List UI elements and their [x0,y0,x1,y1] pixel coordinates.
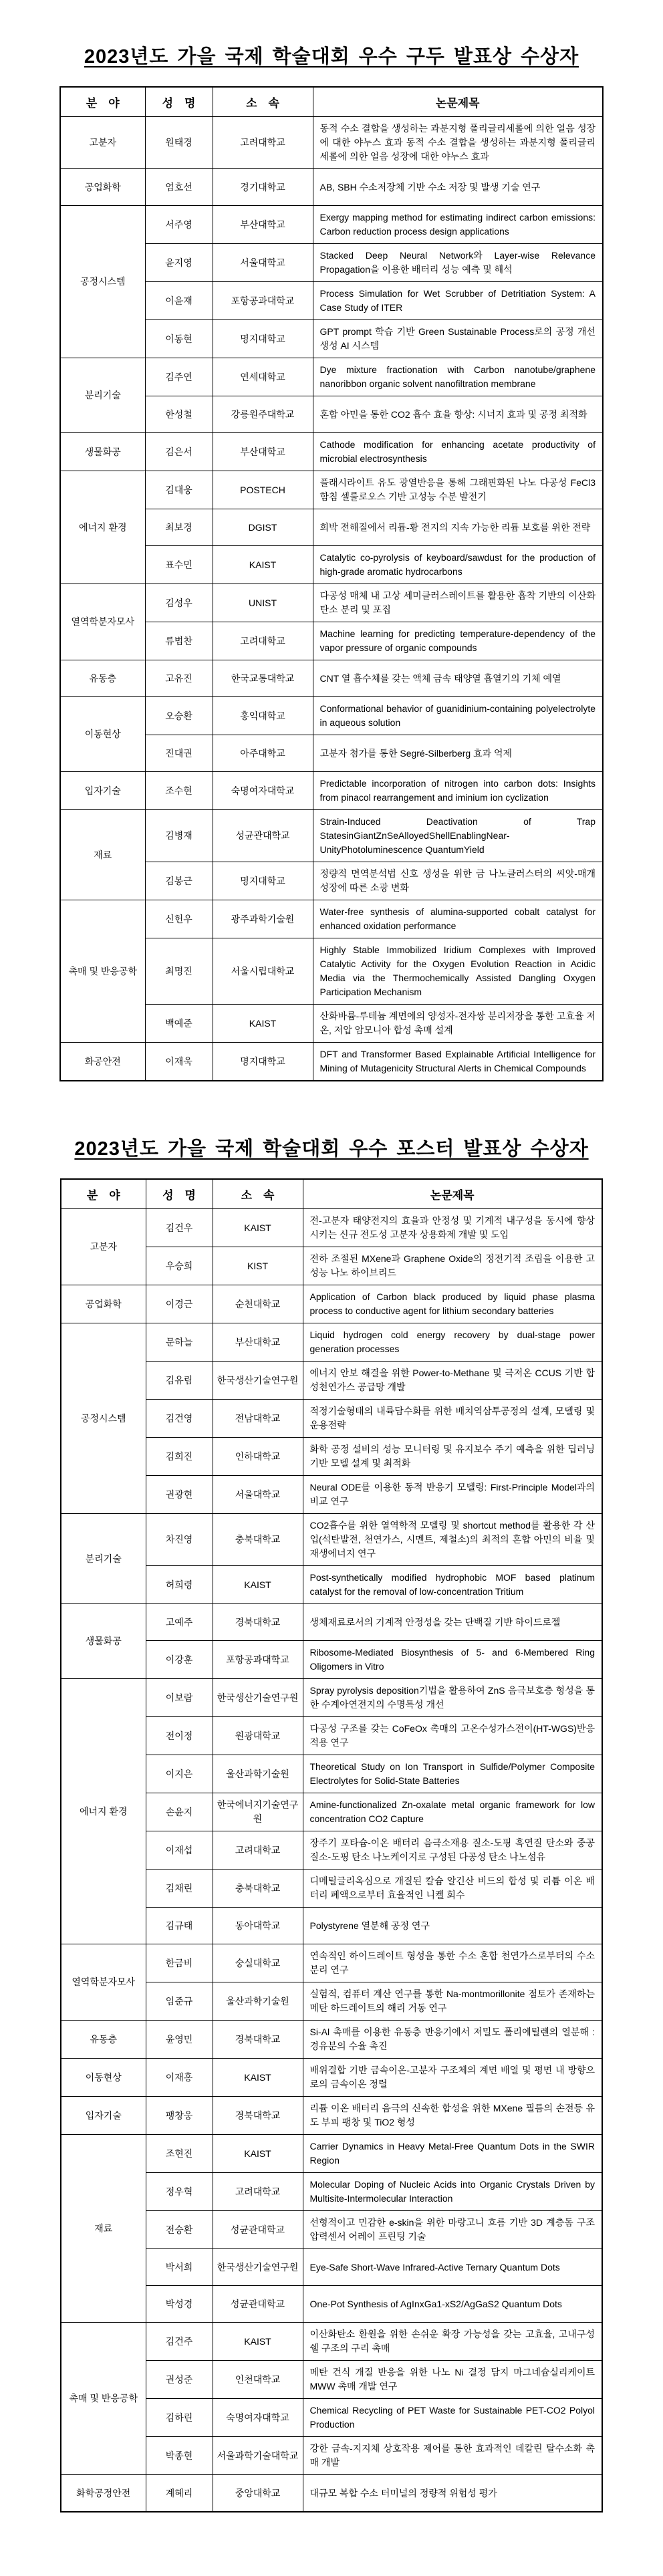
paper-title-cell: CO2흡수를 위한 열역학적 모델링 및 shortcut method를 활용한 각 산업(석탄발전, 천연가스, 시멘트, 제철소)의 최적의 혼합 아민의 비율 및 재생에너지 연구 [303,1514,602,1566]
name-cell: 김건영 [146,1400,213,1438]
name-cell: 권광현 [146,1476,213,1514]
name-cell: 팽창웅 [146,2097,213,2135]
name-cell: 김은서 [145,433,213,471]
table-row [60,169,603,206]
name-cell: 김채린 [146,1870,213,1908]
paper-title-cell: Highly Stable Immobilized Iridium Complexes with Improved Catalytic Activity for the Oxygen Evolution Reaction in Acidic Media via the Thermochemically Assisted Dangling Oxygen Participation Mechanism [313,938,603,1005]
affiliation-cell: POSTECH [213,471,313,509]
paper-title-cell: Catalytic co-pyrolysis of keyboard/sawdust for the production of high-grade aromatic hydrocarbons [313,546,603,584]
name-cell: 이지은 [146,1755,213,1793]
name-cell: 김건우 [146,1209,213,1247]
affiliation-cell: KAIST [213,2323,303,2361]
field-cell: 재료 [60,810,145,900]
field-cell: 공업화학 [61,1285,146,1323]
paper-title-cell: 고분자 첨가를 통한 Segré-Silberberg 효과 억제 [313,735,603,772]
poster-awards-section [0,1134,663,2513]
paper-title-cell: 선형적이고 민감한 e-skin을 위한 마랑고니 흐름 기반 3D 계층돔 구조 압력센서 어레이 프린팅 기술 [303,2211,602,2249]
paper-title-cell: 대규모 복합 수소 터미널의 정량적 위험성 평가 [303,2475,602,2513]
paper-title-cell: Carrier Dynamics in Heavy Metal-Free Quantum Dots in the SWIR Region [303,2135,602,2173]
paper-title-cell: DFT and Transformer Based Explainable Artificial Intelligence for Mining of Mutagenicity Structural Alerts in Chemical Compounds [313,1043,603,1081]
column-header-name: 성 명 [145,87,213,117]
paper-title-cell: 메탄 건식 개질 반응을 위한 나노 Ni 결정 담지 마그네슘실리케이트 MWW 촉매 개발 연구 [303,2361,602,2399]
name-cell: 원태경 [145,117,213,169]
affiliation-cell: 포항공과대학교 [213,1641,303,1679]
name-cell: 조현진 [146,2135,213,2173]
field-cell: 열역학분자모사 [61,1944,146,2021]
name-cell: 김하린 [146,2399,213,2437]
paper-title-cell: Molecular Doping of Nucleic Acids into Organic Crystals Driven by Multisite-Intermolecular Interaction [303,2173,602,2211]
paper-title-cell: Application of Carbon black produced by liquid phase plasma process to conductive agent for lithium secondary batteries [303,1285,602,1323]
affiliation-cell: 인하대학교 [213,1438,303,1476]
name-cell: 김건주 [146,2323,213,2361]
paper-title-cell: GPT prompt 학습 기반 Green Sustainable Process로의 공정 개선 생성 AI 시스템 [313,320,603,358]
name-cell: 정우혁 [146,2173,213,2211]
field-cell: 화학공정안전 [61,2475,146,2513]
name-cell: 차진영 [146,1514,213,1566]
name-cell: 계혜리 [146,2475,213,2513]
paper-title-cell: 플래시라이트 유도 광열반응을 통해 그래핀화된 나노 다공성 FeCl3 함침 셀룰로오스 기반 고성능 수분 발전기 [313,471,603,509]
name-cell: 최명진 [145,938,213,1005]
table-row [60,358,603,396]
table-row [61,2475,602,2513]
name-cell: 손윤지 [146,1793,213,1831]
name-cell: 오승환 [145,697,213,735]
name-cell: 박종현 [146,2437,213,2475]
affiliation-cell: 성균관대학교 [213,2211,303,2249]
name-cell: 문하늘 [146,1323,213,1362]
affiliation-cell: 광주과학기술원 [213,900,313,938]
paper-title-cell: 다공성 매체 내 고상 세미클러스레이트를 활용한 흡착 기반의 이산화탄소 분리 및 포집 [313,584,603,622]
affiliation-cell: 중앙대학교 [213,2475,303,2513]
affiliation-cell: KAIST [213,546,313,584]
table-row [60,1043,603,1081]
field-cell: 분리기술 [60,358,145,433]
name-cell: 한성철 [145,396,213,433]
affiliation-cell: KAIST [213,1005,313,1043]
affiliation-cell: 숙명여자대학교 [213,2399,303,2437]
name-cell: 한금비 [146,1944,213,1982]
name-cell: 김희진 [146,1438,213,1476]
paper-title-cell: One-Pot Synthesis of AgInxGa1-xS2/AgGaS2 Quantum Dots [303,2286,602,2323]
field-cell: 촉매 및 반응공학 [61,2323,146,2475]
paper-title-cell: Stacked Deep Neural Network와 Layer-wise Relevance Propagation을 이용한 배터리 성능 예측 및 해석 [313,244,603,282]
field-cell: 에너지 환경 [61,1679,146,1944]
affiliation-cell: 한국교통대학교 [213,660,313,697]
table-row [60,584,603,622]
paper-title-cell: Machine learning for predicting temperature-dependency of the vapor pressure of organic compounds [313,622,603,660]
name-cell: 전이정 [146,1717,213,1755]
affiliation-cell: KAIST [213,2059,303,2097]
paper-title-cell: Liquid hydrogen cold energy recovery by dual-stage power generation processes [303,1323,602,1362]
column-header-field: 분 야 [61,1179,146,1209]
affiliation-cell: 경북대학교 [213,2097,303,2135]
field-cell: 공업화학 [60,169,145,206]
field-cell: 고분자 [60,117,145,169]
table-row [61,1514,602,1566]
affiliation-cell: KAIST [213,2135,303,2173]
name-cell: 이강훈 [146,1641,213,1679]
affiliation-cell: 경북대학교 [213,2021,303,2059]
table-row [61,1285,602,1323]
paper-title-cell: 동적 수소 결합을 생성하는 과분지형 폴리글리세롤에 의한 얼음 성장에 대한 야누스 효과 동적 수소 결합을 생성하는 과분지형 폴리글리세롤에 의한 얼음 성장에 대한 야누스 효과 [313,117,603,169]
affiliation-cell: 한국생산기술연구원 [213,1362,303,1400]
name-cell: 신헌우 [145,900,213,938]
paper-title-cell: Neural ODE를 이용한 동적 반응기 모델링: First-Principle Model과의 비교 연구 [303,1476,602,1514]
name-cell: 김성우 [145,584,213,622]
affiliation-cell: 고려대학교 [213,2173,303,2211]
affiliation-cell: 고려대학교 [213,1831,303,1870]
field-cell: 공정시스템 [60,206,145,358]
affiliation-cell: 한국생산기술연구원 [213,1679,303,1717]
table-row [60,660,603,697]
paper-title-cell: Process Simulation for Wet Scrubber of Detritiation System: A Case Study of ITER [313,282,603,320]
paper-title-cell: 전-고분자 태양전지의 효율과 안정성 및 기계적 내구성을 동시에 향상시키는 신규 전도성 고분자 상용화제 개발 및 도입 [303,1209,602,1247]
affiliation-cell: KAIST [213,1566,303,1604]
name-cell: 박성경 [146,2286,213,2323]
affiliation-cell: 명지대학교 [213,1043,313,1081]
field-cell: 에너지 환경 [60,471,145,584]
table-row [60,772,603,810]
table-row [60,206,603,244]
column-header-name: 성 명 [146,1179,213,1209]
affiliation-cell: 성균관대학교 [213,2286,303,2323]
affiliation-cell: 경기대학교 [213,169,313,206]
name-cell: 진대권 [145,735,213,772]
affiliation-cell: 전남대학교 [213,1400,303,1438]
affiliation-cell: 서울대학교 [213,1476,303,1514]
paper-title-cell: 디메틸글리옥심으로 개질된 칼슘 알긴산 비드의 합성 및 리튬 이온 배터리 폐액으로부터 효율적인 니켈 회수 [303,1870,602,1908]
affiliation-cell: 경북대학교 [213,1604,303,1641]
paper-title-cell: Conformational behavior of guanidinium-containing polyelectrolyte in aqueous solution [313,697,603,735]
affiliation-cell: KIST [213,1247,303,1285]
table-row [61,2323,602,2361]
field-cell: 입자기술 [60,772,145,810]
table-row [61,2021,602,2059]
paper-title-cell: Polystyrene 열분해 공정 연구 [303,1908,602,1944]
field-cell: 생물화공 [61,1604,146,1679]
name-cell: 이재욱 [145,1043,213,1081]
poster-table-title: 2023년도 가을 국제 학술대회 우수 포스터 발표상 수상자 [74,1138,589,1160]
name-cell: 박서희 [146,2249,213,2286]
affiliation-cell: 명지대학교 [213,320,313,358]
affiliation-cell: DGIST [213,509,313,546]
paper-title-cell: Amine-functionalized Zn-oxalate metal organic framework for low concentration CO2 Capture [303,1793,602,1831]
affiliation-cell: 서울시립대학교 [213,938,313,1005]
name-cell: 이재섭 [146,1831,213,1870]
paper-title-cell: Strain-Induced Deactivation of Trap StatesinGiantZnSeAlloyedShellEnablingNear-UnityPhotoluminescence QuantumYield [313,810,603,862]
column-header-paper-title: 논문제목 [313,87,603,117]
name-cell: 김대웅 [145,471,213,509]
paper-title-cell: 생체재료로서의 기계적 안정성을 갖는 단백질 기반 하이드로젤 [303,1604,602,1641]
name-cell: 이경근 [146,1285,213,1323]
affiliation-cell: 명지대학교 [213,862,313,900]
table-row [61,1323,602,1362]
affiliation-cell: 부산대학교 [213,1323,303,1362]
field-cell: 입자기술 [61,2097,146,2135]
name-cell: 김봉근 [145,862,213,900]
affiliation-cell: KAIST [213,1209,303,1247]
paper-title-cell: 실험적, 컴퓨터 계산 연구를 통한 Na-montmorillonite 점토가 존재하는 메탄 하드레이트의 해리 거동 연구 [303,1982,602,2021]
paper-title-cell: 화학 공정 설비의 성능 모니터링 및 유지보수 주기 예측을 위한 딥러닝 기반 모델 설계 및 최적화 [303,1438,602,1476]
affiliation-cell: 서울과학기술대학교 [213,2437,303,2475]
field-cell: 화공안전 [60,1043,145,1081]
affiliation-cell: 동아대학교 [213,1908,303,1944]
paper-title-cell: CNT 열 흡수체를 갖는 액체 금속 태양열 흡열기의 기체 예열 [313,660,603,697]
table-row [61,1944,602,1982]
paper-title-cell: 적정기술형태의 내륙담수화를 위한 배치역삼투공정의 설계, 모델링 및 운용전략 [303,1400,602,1438]
paper-title-cell: Theoretical Study on Ion Transport in Sulfide/Polymer Composite Electrolytes for Solid-State Batteries [303,1755,602,1793]
paper-title-cell: 정량적 면역분석법 신호 생성을 위한 금 나노클러스터의 씨앗-매개 성장에 따른 소광 변화 [313,862,603,900]
name-cell: 류범찬 [145,622,213,660]
affiliation-cell: 성균관대학교 [213,810,313,862]
header-row [60,87,603,117]
name-cell: 김주연 [145,358,213,396]
table-row [60,810,603,862]
paper-title-cell: 리튬 이온 배터리 음극의 신속한 합성을 위한 MXene 필름의 손전등 유도 부피 팽창 및 TiO2 형성 [303,2097,602,2135]
paper-title-cell: 에너지 안보 해결을 위한 Power-to-Methane 및 극저온 CCUS 기반 합성천연가스 공급망 개발 [303,1362,602,1400]
table-row [60,697,603,735]
field-cell: 유동층 [61,2021,146,2059]
name-cell: 김규태 [146,1908,213,1944]
name-cell: 엄호선 [145,169,213,206]
affiliation-cell: UNIST [213,584,313,622]
affiliation-cell: 포항공과대학교 [213,282,313,320]
affiliation-cell: 고려대학교 [213,117,313,169]
name-cell: 이보람 [146,1679,213,1717]
name-cell: 이재홍 [146,2059,213,2097]
paper-title-cell: Predictable incorporation of nitrogen into carbon dots: Insights from pinacol rearrangement and iminium ion cyclization [313,772,603,810]
name-cell: 허희령 [146,1566,213,1604]
name-cell: 임준규 [146,1982,213,2021]
affiliation-cell: 숙명여자대학교 [213,772,313,810]
table-row [61,1209,602,1247]
name-cell: 표수민 [145,546,213,584]
paper-title-cell: Eye-Safe Short-Wave Infrared-Active Ternary Quantum Dots [303,2249,602,2286]
affiliation-cell: 인천대학교 [213,2361,303,2399]
affiliation-cell: 홍익대학교 [213,697,313,735]
name-cell: 조수현 [145,772,213,810]
paper-title-cell: 전하 조절된 MXene과 Graphene Oxide의 정전기적 조립을 이용한 고성능 나노 하이브리드 [303,1247,602,1285]
name-cell: 이윤재 [145,282,213,320]
paper-title-cell: Exergy mapping method for estimating indirect carbon emissions: Carbon reduction process design applications [313,206,603,244]
column-header-field: 분 야 [60,87,145,117]
table-row [61,2135,602,2173]
paper-title-cell: Si-Al 촉매를 이용한 유동층 반응기에서 저밀도 폴리에틸렌의 열분해 : 경유분의 수율 촉진 [303,2021,602,2059]
paper-title-cell: 산화바륨-루테늄 계면에의 양성자-전자쌍 분리저장을 통한 고효율 저온, 저압 암모니아 합성 촉매 설계 [313,1005,603,1043]
name-cell: 윤영민 [146,2021,213,2059]
name-cell: 고유진 [145,660,213,697]
paper-title-cell: 강한 금속-지지체 상호작용 제어를 통한 효과적인 데칼린 탈수소화 촉매 개발 [303,2437,602,2475]
field-cell: 이동현상 [60,697,145,772]
name-cell: 이동현 [145,320,213,358]
name-cell: 김유림 [146,1362,213,1400]
table-row [61,1679,602,1717]
field-cell: 공정시스템 [61,1323,146,1514]
name-cell: 백예준 [145,1005,213,1043]
paper-title-cell: 연속적인 하이드레이트 형성을 통한 수소 혼합 천연가스로부터의 수소 분리 연구 [303,1944,602,1982]
affiliation-cell: 순천대학교 [213,1285,303,1323]
field-cell: 재료 [61,2135,146,2323]
table-row [61,2097,602,2135]
field-cell: 고분자 [61,1209,146,1285]
name-cell: 전승환 [146,2211,213,2249]
table-row [61,1604,602,1641]
affiliation-cell: 고려대학교 [213,622,313,660]
paper-title-cell: Spray pyrolysis deposition기법을 활용하여 ZnS 음극보호층 형성을 통한 수계아연전지의 수명특성 개선 [303,1679,602,1717]
paper-title-cell: 혼합 아민을 통한 CO2 흡수 효율 향상: 시너지 효과 및 공정 최적화 [313,396,603,433]
paper-title-cell: Cathode modification for enhancing acetate productivity of microbial electrosynthesis [313,433,603,471]
field-cell: 분리기술 [61,1514,146,1604]
name-cell: 윤지영 [145,244,213,282]
name-cell: 최보경 [145,509,213,546]
column-header-paper-title: 논문제목 [303,1179,602,1209]
name-cell: 서주영 [145,206,213,244]
name-cell: 권성준 [146,2361,213,2399]
affiliation-cell: 울산과학기술원 [213,1982,303,2021]
paper-title-cell: Ribosome-Mediated Biosynthesis of 5- and 6-Membered Ring Oligomers in Vitro [303,1641,602,1679]
name-cell: 우승희 [146,1247,213,1285]
affiliation-cell: 울산과학기술원 [213,1755,303,1793]
name-cell: 고예주 [146,1604,213,1641]
field-cell: 촉매 및 반응공학 [60,900,145,1043]
table-row [60,471,603,509]
table-row [61,2059,602,2097]
column-header-affiliation: 소 속 [213,87,313,117]
affiliation-cell: 충북대학교 [213,1870,303,1908]
paper-title-cell: AB, SBH 수소저장체 기반 수소 저장 및 발생 기술 연구 [313,169,603,206]
affiliation-cell: 한국에너지기술연구원 [213,1793,303,1831]
field-cell: 열역학분자모사 [60,584,145,660]
affiliation-cell: 숭실대학교 [213,1944,303,1982]
affiliation-cell: 부산대학교 [213,433,313,471]
affiliation-cell: 원광대학교 [213,1717,303,1755]
column-header-affiliation: 소 속 [213,1179,303,1209]
paper-title-cell: 희박 전해질에서 리튬-황 전지의 지속 가능한 리튬 보호를 위한 전략 [313,509,603,546]
field-cell: 생물화공 [60,433,145,471]
name-cell: 김병재 [145,810,213,862]
field-cell: 유동층 [60,660,145,697]
table-row [60,900,603,938]
table-row [60,117,603,169]
header-row [61,1179,602,1209]
affiliation-cell: 서울대학교 [213,244,313,282]
paper-title-cell: 다공성 구조를 갖는 CoFeOx 촉매의 고온수성가스전이(HT-WGS)반응 적용 연구 [303,1717,602,1755]
oral-table-title: 2023년도 가을 국제 학술대회 우수 구두 발표상 수상자 [84,46,579,68]
affiliation-cell: 아주대학교 [213,735,313,772]
paper-title-cell: 이산화탄소 환원을 위한 손쉬운 확장 가능성을 갖는 고효율, 고내구성 쉘 구조의 구리 촉매 [303,2323,602,2361]
paper-title-cell: Dye mixture fractionation with Carbon nanotube/graphene nanoribbon organic solvent nanofiltration membrane [313,358,603,396]
affiliation-cell: 강릉원주대학교 [213,396,313,433]
field-cell: 이동현상 [61,2059,146,2097]
paper-title-cell: Water-free synthesis of alumina-supported cobalt catalyst for enhanced oxidation performance [313,900,603,938]
oral-awards-table [59,86,604,1081]
affiliation-cell: 부산대학교 [213,206,313,244]
paper-title-cell: Chemical Recycling of PET Waste for Sustainable PET-CO2 Polyol Production [303,2399,602,2437]
poster-awards-table [60,1178,603,2513]
affiliation-cell: 충북대학교 [213,1514,303,1566]
oral-awards-section [0,41,663,1081]
affiliation-cell: 연세대학교 [213,358,313,396]
affiliation-cell: 한국생산기술연구원 [213,2249,303,2286]
paper-title-cell: 장주기 포타슘-이온 배터리 음극소재용 질소-도핑 흑연질 탄소와 중공 질소-도핑 탄소 나노케이지로 구성된 다공성 탄소 나노섬유 [303,1831,602,1870]
paper-title-cell: Post-synthetically modified hydrophobic MOF based platinum catalyst for the removal of low-concentration Tritium [303,1566,602,1604]
table-row [60,433,603,471]
paper-title-cell: 배위결합 기반 금속이온-고분자 구조체의 계면 배열 및 평면 내 방향으로의 금속이온 정렬 [303,2059,602,2097]
